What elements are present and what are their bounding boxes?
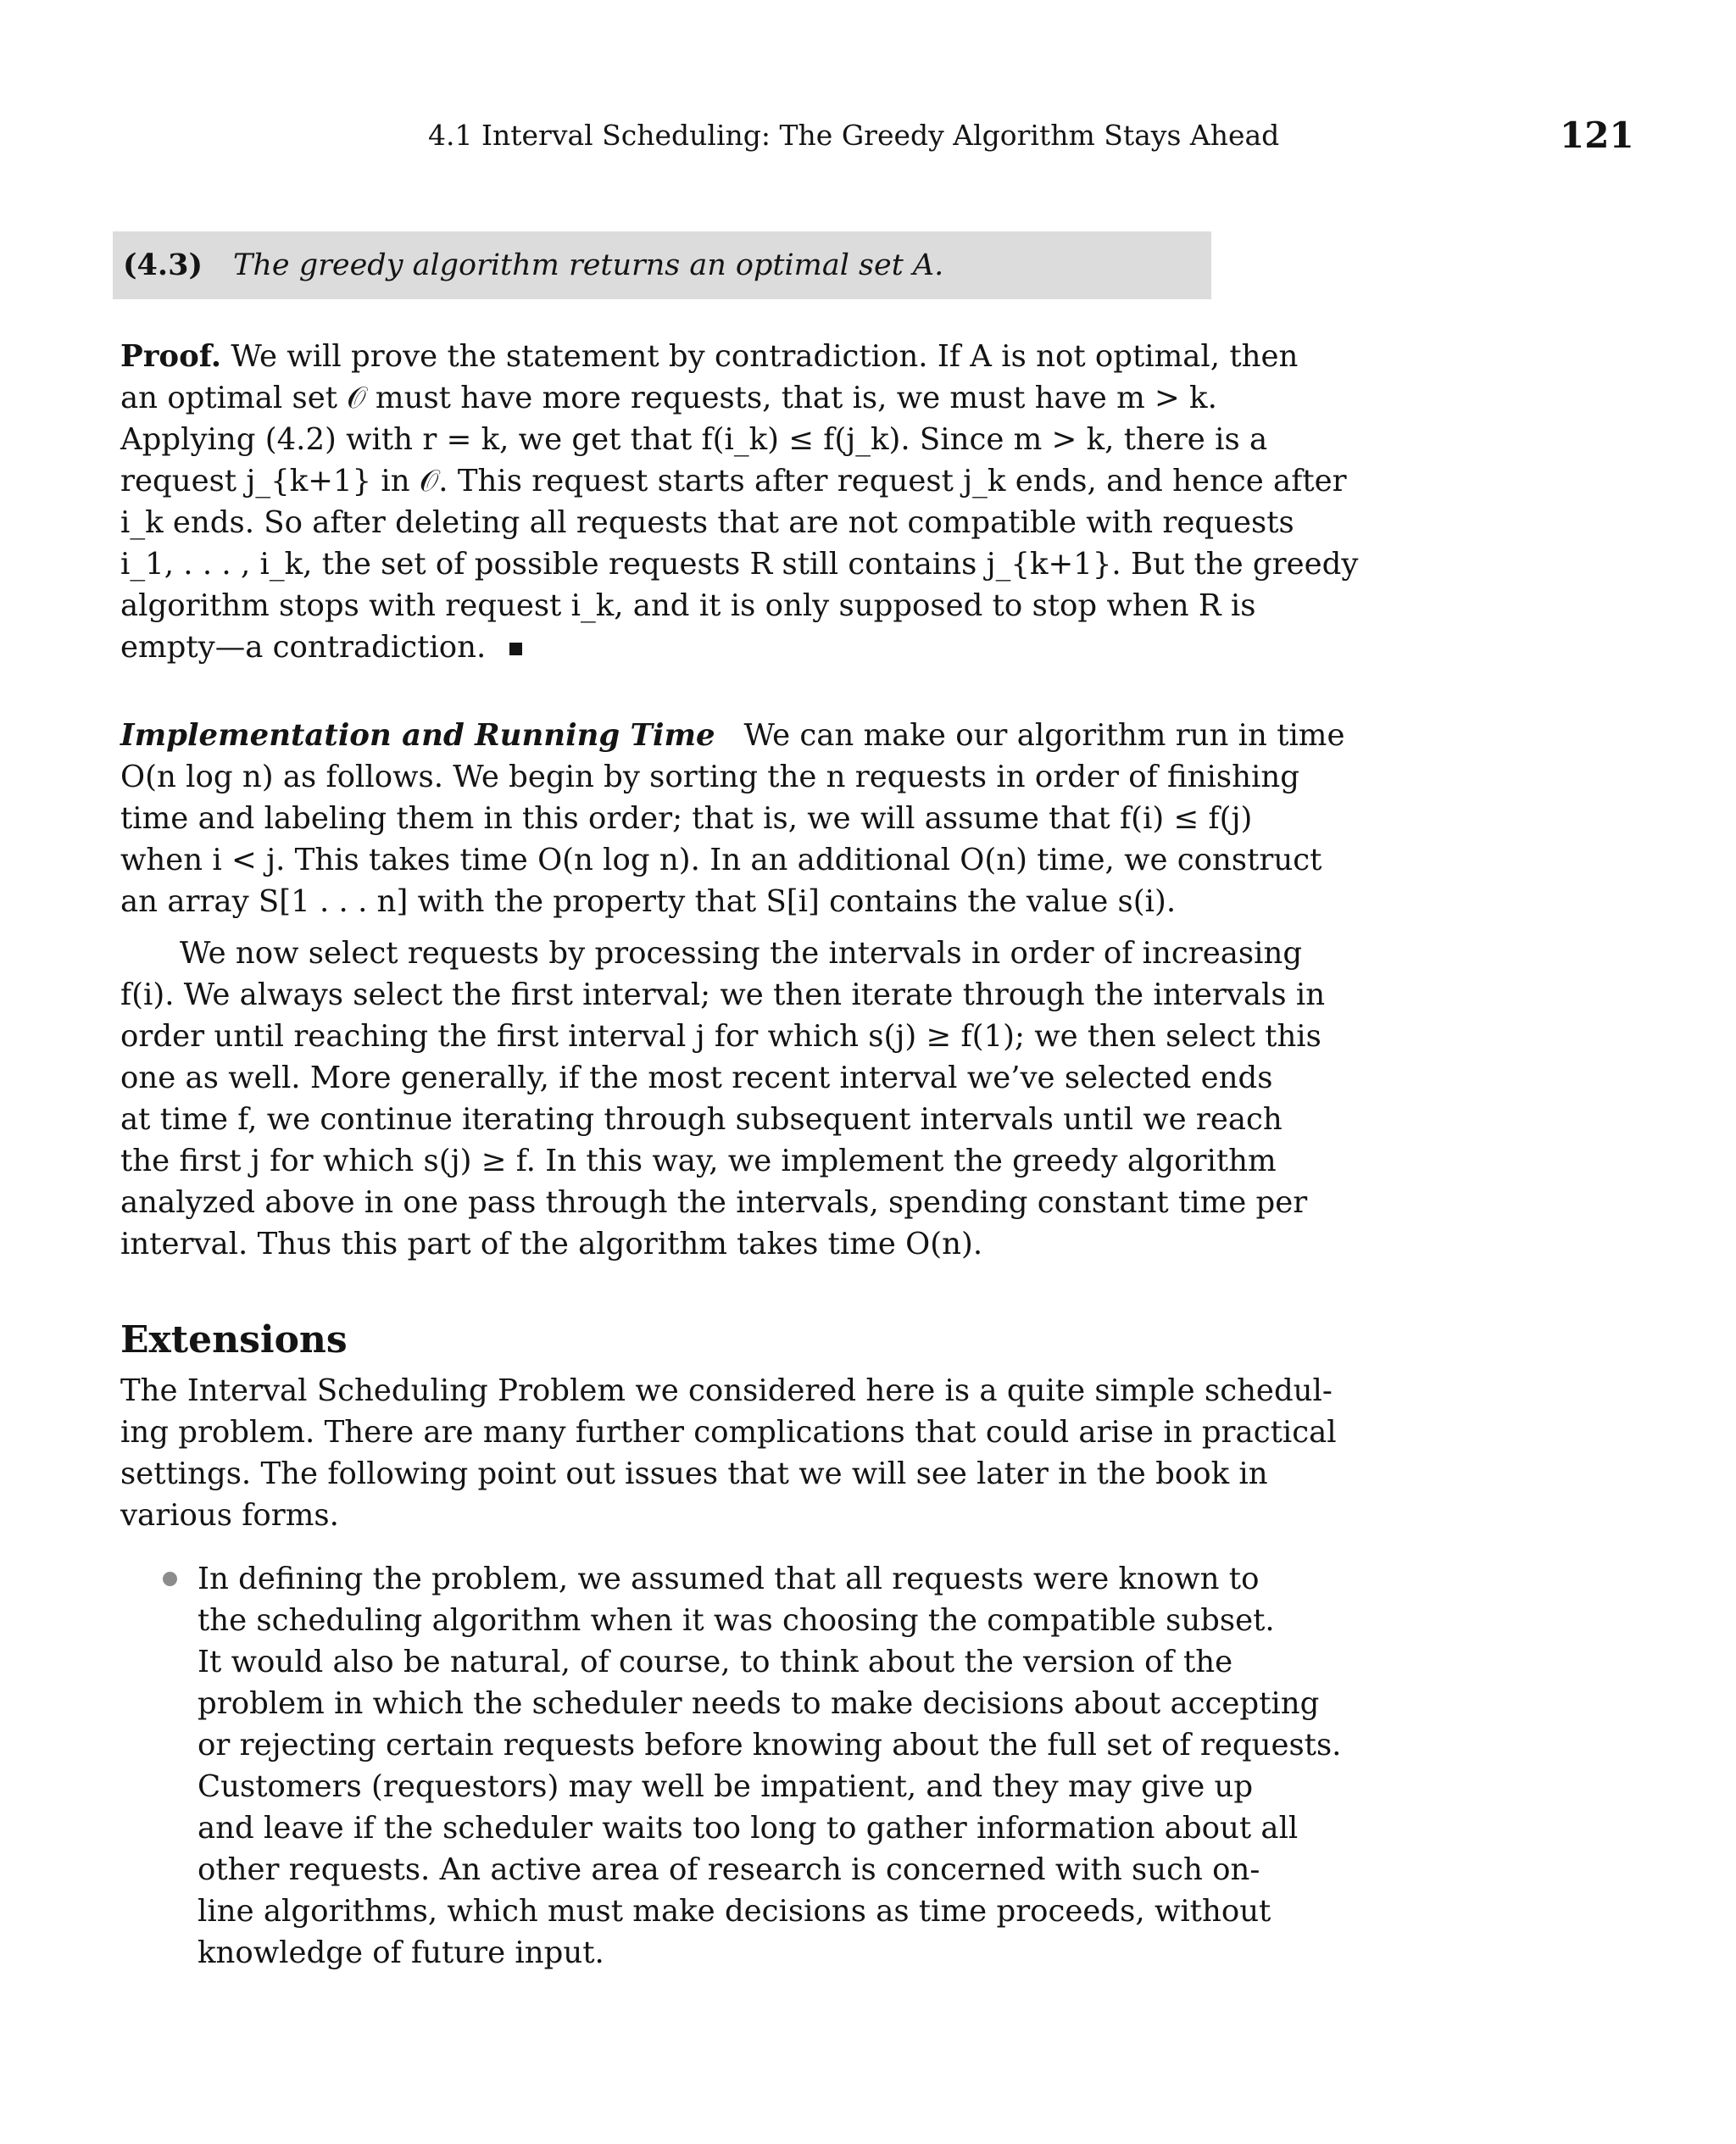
proof-line: an optimal set 𝒪 must have more requests, that is, we must have m > k. bbox=[120, 381, 1217, 415]
implementation-line: an array S[1 . . . n] with the property that S[i] contains the value s(i). bbox=[120, 884, 1177, 919]
selection-line: analyzed above in one pass through the intervals, spending constant time per bbox=[120, 1185, 1308, 1220]
extensions-intro-line: ing problem. There are many further complications that could arise in practical bbox=[120, 1415, 1337, 1450]
bullet-icon bbox=[163, 1572, 177, 1586]
bullet-line: other requests. An active area of research is concerned with such on- bbox=[198, 1852, 1260, 1887]
bullet-line: knowledge of future input. bbox=[198, 1935, 604, 1970]
bullet-line: Customers (requestors) may well be impatient, and they may give up bbox=[198, 1769, 1254, 1804]
implementation-line: O(n log n) as follows. We begin by sorting the n requests in order of finishing bbox=[120, 760, 1299, 794]
proof-line: i_k ends. So after deleting all requests that are not compatible with requests bbox=[120, 505, 1294, 540]
implementation-line: time and labeling them in this order; that is, we will assume that f(i) ≤ f(j) bbox=[120, 801, 1253, 836]
proof-line: request j_{k+1} in 𝒪. This request starts after request j_k ends, and hence after bbox=[120, 464, 1347, 498]
selection-line: order until reaching the first interval j for which s(j) ≥ f(1); we then select this bbox=[120, 1019, 1321, 1054]
proof-line: i_1, . . . , i_k, the set of possible requests R still contains j_{k+1}. But the greedy bbox=[120, 547, 1359, 582]
bullet-line: problem in which the scheduler needs to make decisions about accepting bbox=[198, 1686, 1320, 1721]
proof-line-text: We will prove the statement by contradiction. If A is not optimal, then bbox=[231, 339, 1299, 374]
proof-line bbox=[120, 336, 1299, 377]
extensions-intro-line: The Interval Scheduling Problem we considered here is a quite simple schedul- bbox=[120, 1373, 1333, 1408]
theorem-statement: The greedy algorithm returns an optimal set A. bbox=[233, 248, 944, 282]
implementation-line bbox=[120, 715, 1345, 756]
theorem-number: (4.3) bbox=[123, 248, 203, 282]
page-number: 121 bbox=[1560, 114, 1634, 156]
bullet-line: the scheduling algorithm when it was choosing the compatible subset. bbox=[198, 1603, 1275, 1638]
bullet-line: or rejecting certain requests before knowing about the full set of requests. bbox=[198, 1728, 1342, 1763]
implementation-line: when i < j. This takes time O(n log n). In an additional O(n) time, we construct bbox=[120, 843, 1322, 877]
selection-line: interval. Thus this part of the algorithm takes time O(n). bbox=[120, 1227, 983, 1261]
selection-line: at time f, we continue iterating through subsequent intervals until we reach bbox=[120, 1102, 1283, 1137]
selection-line: f(i). We always select the first interval; we then iterate through the intervals in bbox=[120, 977, 1326, 1012]
bullet-line: In defining the problem, we assumed that all requests were known to bbox=[198, 1562, 1260, 1596]
running-head: 4.1 Interval Scheduling: The Greedy Algorithm Stays Ahead bbox=[428, 119, 1280, 152]
proof-line: algorithm stops with request i_k, and it is only supposed to stop when R is bbox=[120, 588, 1256, 623]
extensions-intro-line: various forms. bbox=[120, 1498, 339, 1533]
theorem-box bbox=[113, 231, 1211, 299]
implementation-heading: Implementation and Running Time bbox=[120, 718, 715, 753]
extensions-intro-line: settings. The following point out issues that we will see later in the book in bbox=[120, 1456, 1268, 1491]
selection-line: one as well. More generally, if the most recent interval we’ve selected ends bbox=[120, 1061, 1273, 1095]
implementation-line-text: We can make our algorithm run in time bbox=[743, 718, 1345, 753]
qed-symbol bbox=[509, 643, 522, 655]
proof-line: Applying (4.2) with r = k, we get that f(i_k) ≤ f(j_k). Since m > k, there is a bbox=[120, 422, 1268, 457]
selection-line: the first j for which s(j) ≥ f. In this way, we implement the greedy algorithm bbox=[120, 1144, 1277, 1178]
bullet-line: It would also be natural, of course, to think about the version of the bbox=[198, 1645, 1233, 1679]
section-title-extensions: Extensions bbox=[120, 1318, 348, 1362]
bullet-line: line algorithms, which must make decisions as time proceeds, without bbox=[198, 1894, 1271, 1929]
bullet-line: and leave if the scheduler waits too long to gather information about all bbox=[198, 1811, 1299, 1846]
proof-label: Proof. bbox=[120, 339, 222, 374]
proof-line-text: empty—a contradiction. bbox=[120, 630, 487, 665]
proof-line-last bbox=[120, 626, 1205, 668]
selection-line: We now select requests by processing the intervals in order of increasing bbox=[180, 936, 1303, 971]
